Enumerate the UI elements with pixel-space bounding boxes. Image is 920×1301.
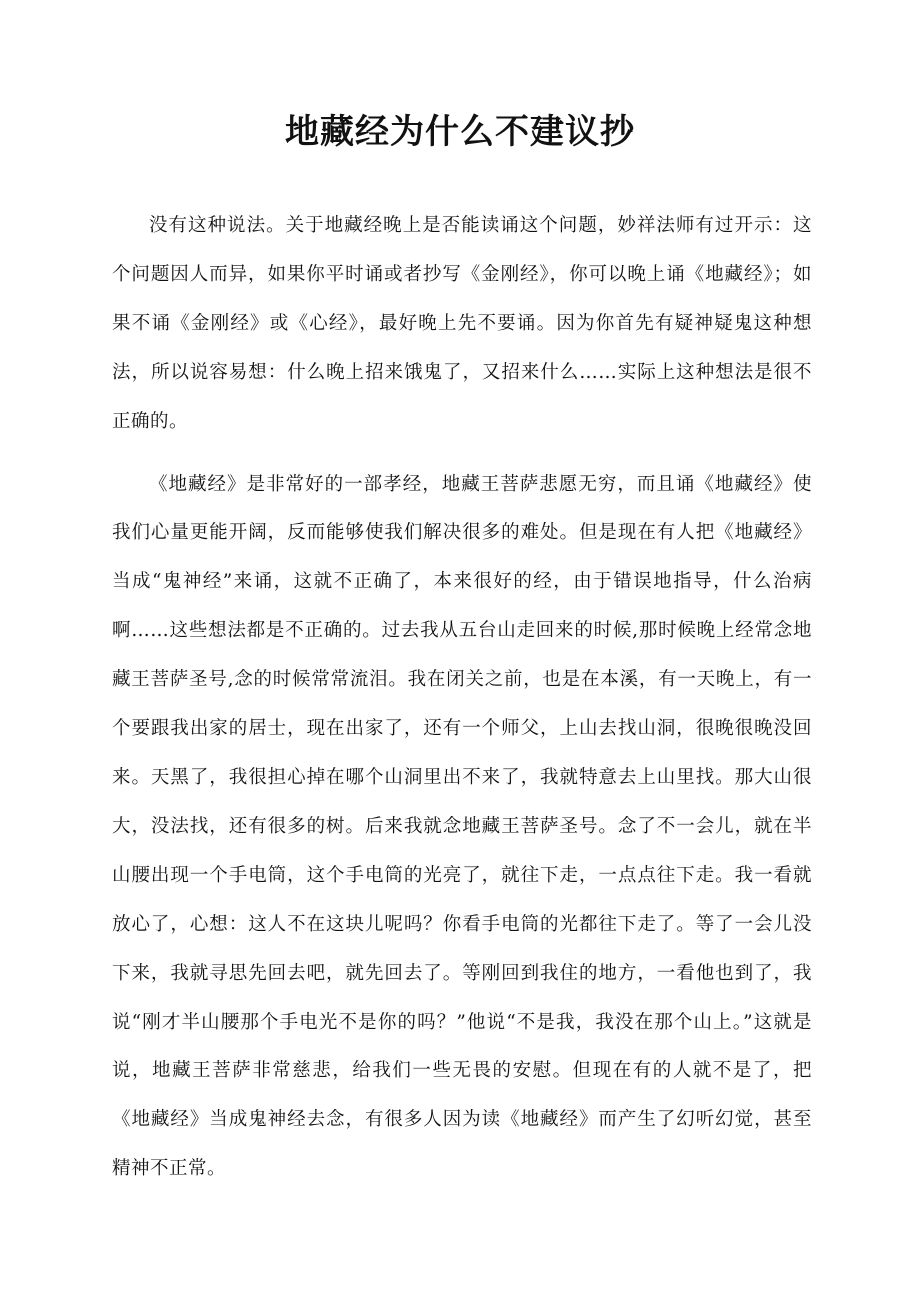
paragraph-2: 《地藏经》是非常好的一部孝经，地藏王菩萨悲愿无穷，而且诵《地藏经》使我们心量更能开阔，反而能够使我们解决很多的难处。但是现在有人把《地藏经》当成“鬼神经”来诵，这就不正确了，本来很好的经，由于错误地指导，什么治病啊……这些想法都是不正确的。过去我从五台山走回来的时候,那时候晚上经常念地藏王菩萨圣号,念的时候常常流泪。我在闭关之前，也是在本溪，有一天晚上，有一个要跟我出家的居士，现在出家了，还有一个师父，上山去找山洞，很晚很晚没回来。天黑了，我很担心掉在哪个山洞里出不来了，我就特意去上山里找。那大山很大，没法找，还有很多的树。后来我就念地藏王菩萨圣号。念了不一会儿，就在半山腰出现一个手电筒，这个手电筒的光亮了，就往下走，一点点往下走。我一看就放心了，心想：这人不在这块儿呢吗？你看手电筒的光都往下走了。等了一会儿没下来，我就寻思先回去吧，就先回去了。等刚回到我住的地方，一看他也到了，我说“刚才半山腰那个手电光不是你的吗？”他说“不是我，我没在那个山上。”这就是说，地藏王菩萨非常慈悲，给我们一些无畏的安慰。但现在有的人就不是了，把《地藏经》当成鬼神经去念，有很多人因为读《地藏经》而产生了幻听幻觉，甚至精神不正常。: [112, 473, 812, 1180]
paragraph-1: 没有这种说法。关于地藏经晚上是否能读诵这个问题，妙祥法师有过开示：这个问题因人而异，如果你平时诵或者抄写《金刚经》，你可以晚上诵《地藏经》；如果不诵《金刚经》或《心经》，最好晚上先不要诵。因为你首先有疑神疑鬼这种想法，所以说容易想：什么晚上招来饿鬼了，又招来什么……实际上这种想法是很不正确的。: [112, 215, 812, 432]
document-body: [112, 202, 812, 1194]
document-title: 地藏经为什么不建议抄: [285, 112, 635, 152]
